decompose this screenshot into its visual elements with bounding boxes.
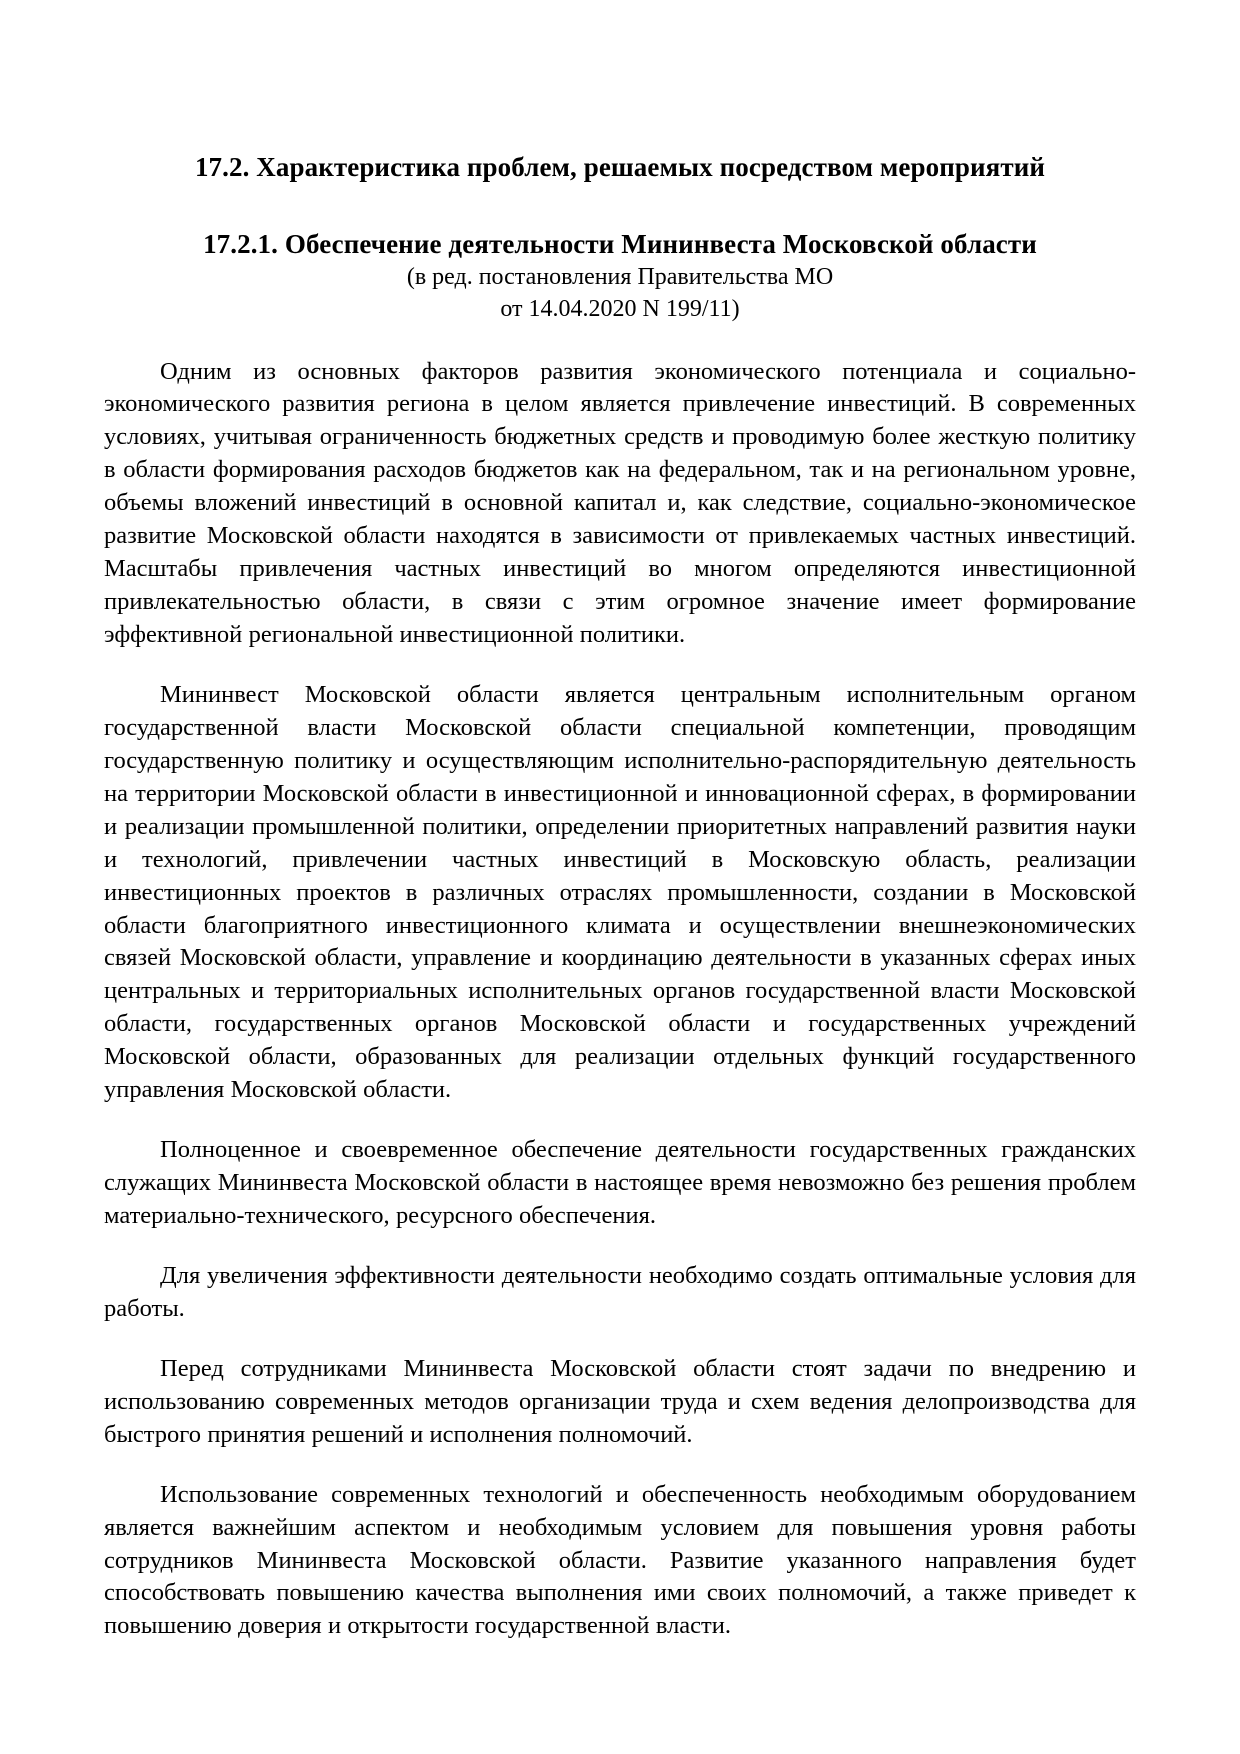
paragraph-list [104,356,1136,1644]
heading-spacer [104,185,1136,227]
paragraph: Использование современных технологий и обеспеченность необходимым оборудованием является важнейшим аспектом и необходимым условием для повышения уровня работы сотрудников Мининвеста Московской области. Развитие указанного направления будет способствовать повышению качества выполнения ими своих полномочий, а также приведет к повышению доверия и открытости государственной власти. [104,1480,1136,1640]
amendment-reference-line-2: от 14.04.2020 N 199/11) [500,295,740,322]
paragraph: Полноценное и своевременное обеспечение деятельности государственных гражданских служащих Мининвеста Московской области в настоящее время невозможно без решения проблем материально-технического, ресурсного обеспечения. [104,1136,1136,1230]
amendment-reference-line-1: (в ред. постановления Правительства МО [406,264,834,291]
paragraph: Мининвест Московской области является центральным исполнительным органом государственной власти Московской области специальной компетенции, проводящим государственную политику и осуществляющим исполнительно-распорядительную деятельность на территории Московской области в инвестиционной и инновационной сферах, в формировании и реализации промышленной политики, определении приоритетных направлений развития науки и технологий, привлечении частных инвестиций в Московскую область, реализации инвестиционных проектов в различных отраслях промышленности, создании в Московской области благоприятного инвестиционного климата и осуществлении внешнеэкономических связей Московской области, управление и координацию деятельности в указанных сферах иных центральных и территориальных исполнительных органов государственной власти Московской области, государственных органов Московской области и государственных учреждений Московской области, образованных для реализации отдельных функций государственного управления Московской области. [104,680,1136,1104]
paragraph: Для увеличения эффективности деятельности необходимо создать оптимальные условия для работы. [104,1261,1136,1322]
paragraph: Перед сотрудниками Мининвеста Московской области стоят задачи по внедрению и использованию современных методов организации труда и схем ведения делопроизводства для быстрого принятия решений и исполнения полномочий. [104,1354,1136,1448]
body-spacer [104,326,1136,356]
section-heading: 17.2. Характеристика проблем, решаемых посредством мероприятий [194,152,1046,182]
paragraph: Одним из основных факторов развития экономического потенциала и социально-экономического развития региона в целом является привлечение инвестиций. В современных условиях, учитывая ограниченность бюджетных средств и проводимую более жесткую политику в области формирования расходов бюджетов как на федеральном, так и на региональном уровне, объемы вложений инвестиций в основной капитал и, как следствие, социально-экономическое развитие Московской области находятся в зависимости от привлекаемых частных инвестиций. Масштабы привлечения частных инвестиций во многом определяются инвестиционной привлекательностью области, в связи с этим огромное значение имеет формирование эффективной региональной инвестиционной политики. [104,357,1136,649]
subsection-heading: 17.2.1. Обеспечение деятельности Мининвеста Московской области [203,229,1037,260]
document-body [104,150,1136,1643]
headings-block [104,150,1136,326]
